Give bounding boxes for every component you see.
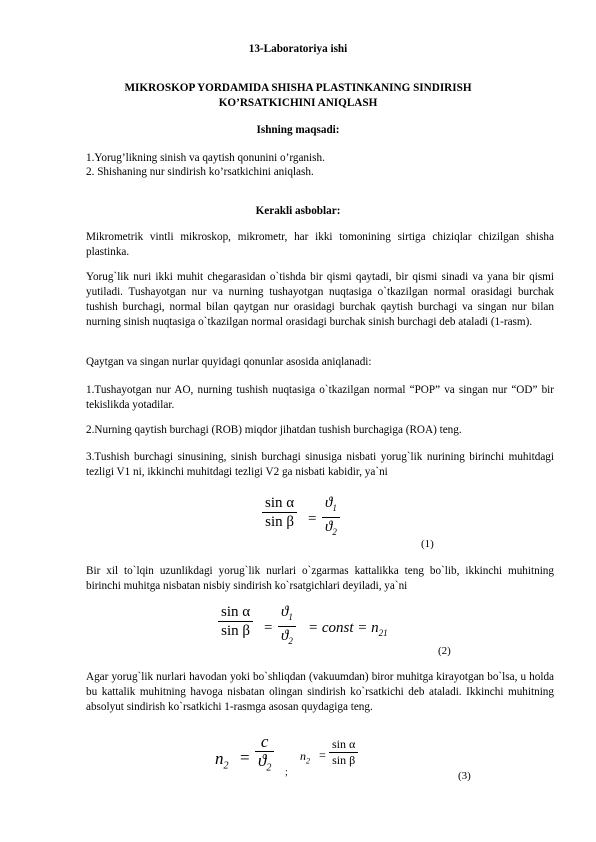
main-title-line2: KO’RSATKICHINI ANIQLASH	[218, 97, 378, 109]
eq1-rnum: ϑ	[325, 495, 333, 511]
para-const: Bir xil to`lqin uzunlikdagi yorug`lik nurlari o`zgarmas kattalikka teng bo`lib, ikkinchi muhitning birinchi muhitga nisbatan nisbiy sindirish ko`rsatgichlari deyiladi, ya`ni	[86, 565, 554, 592]
eq3-den: ϑ	[258, 751, 267, 770]
eq3-label: (3)	[458, 770, 471, 782]
main-title-line1: MIKROSKOP YORDAMIDA SHISHA PLASTINKANING SINDIRISH	[124, 82, 472, 94]
eq3-lhs2: n	[300, 749, 306, 763]
para-light: Yorug`lik nuri ikki muhit chegarasidan o`tishda bir qismi qaytadi, bir qismi sinadi va yana bir qismi yutiladi. Tushayotgan nur va nurning tushayotgan nuqtasiga o`tkazilgan normal orasidagi burchak tushish burchagi, normal bilan qaytgan nur orasidagi burchak qaytish burchagi va singan nur bilan nurning sinish nuqtasiga o`tkazilgan normal orasidagi burchak sinish burchagi deb ataladi (1-rasm).	[86, 271, 554, 328]
eq3-lhs: n	[215, 749, 224, 768]
eq2-tail: = const = n	[308, 620, 379, 636]
equation-3	[215, 733, 385, 783]
eq1-lhs-fraction	[262, 494, 297, 531]
lab-title: 13-Laboratoriya ishi	[248, 43, 348, 55]
eq2-equals: =	[264, 620, 273, 636]
eq3-lhs2-sub: 2	[306, 756, 310, 766]
eq1-num: sin α	[265, 495, 295, 511]
eq3-separator: ;	[285, 767, 288, 778]
eq3-lhs-sub: 2	[223, 760, 229, 772]
law-2: 2.Nurning qaytish burchagi (ROB) miqdor jihatdan tushish burchagiga (ROA) teng.	[86, 424, 462, 436]
eq3-num: c	[260, 732, 269, 751]
equation-2	[218, 603, 418, 659]
eq2-den: sin β	[221, 623, 250, 639]
para-laws-intro: Qaytgan va singan nurlar quyidagi qonunlar asosida aniqlanadi:	[86, 356, 372, 368]
eq3-equals: =	[240, 748, 250, 767]
goal-item-2: 2. Shishaning nur sindirish ko’rsatkichini aniqlash.	[86, 166, 314, 178]
goal-item-1: 1.Yorug’likning sinish va qaytish qonunini o’rganish.	[86, 152, 325, 164]
eq2-num: sin α	[221, 604, 251, 620]
para-tools: Mikrometrik vintli mikroskop, mikrometr, har ikki tomonining sirtiga chiziqlar chizilgan shisha plastinka.	[86, 231, 554, 258]
eq2-rhs-fraction	[278, 603, 296, 650]
eq3-fraction-1	[255, 733, 274, 777]
eq1-label: (1)	[421, 538, 434, 550]
eq1-den: sin β	[265, 514, 294, 530]
eq2-rnum: ϑ	[281, 604, 289, 620]
eq1-equals: =	[308, 511, 317, 527]
eq2-lhs-fraction	[218, 603, 253, 640]
eq2-rden-sub: 2	[288, 636, 293, 646]
eq3-den-sub: 2	[266, 762, 272, 774]
eq1-rnum-sub: 1	[332, 503, 337, 513]
eq2-rnum-sub: 1	[288, 612, 293, 622]
eq1-rden-sub: 2	[332, 527, 337, 537]
law-1: 1.Tushayotgan nur AO, nurning tushish nuqtasiga o`tkazilgan normal “POP” va singan nur “OD” bir tekislikda yotadilar.	[86, 384, 554, 411]
goal-heading: Ishning maqsadi:	[256, 124, 340, 136]
eq3-fraction-2	[329, 737, 358, 768]
equation-1	[262, 494, 352, 550]
eq2-label: (2)	[438, 645, 451, 657]
eq1-rhs-fraction	[322, 494, 340, 541]
eq3-num2: sin α	[332, 737, 356, 751]
para-abs: Agar yorug`lik nurlari havodan yoki bo`shliqdan (vakuumdan) biror muhitga kirayotgan bo`lsa, u holda bu kattalik muhitning havoga nisbatan olingan sindirish ko`rsatkichi deb ataladi. Ikkinchi muhitning absolyut sindirish ko`rsatkichi 1-rasmga asosan quydagiga teng.	[86, 671, 554, 713]
eq3-den2: sin β	[332, 753, 356, 767]
eq3-equals-2: =	[319, 748, 326, 762]
eq1-rden: ϑ	[325, 519, 333, 535]
tools-heading: Kerakli asboblar:	[255, 205, 341, 217]
eq2-rden: ϑ	[281, 628, 289, 644]
law-3: 3.Tushish burchagi sinusining, sinish burchagi sinusiga nisbati yorug`lik nurining birinchi muhitdagi tezligi V1 ni, ikkinchi muhitdagi tezligi V2 ga nisbati kabidir, ya`ni	[86, 451, 554, 478]
eq2-tail-sub: 21	[378, 628, 388, 638]
